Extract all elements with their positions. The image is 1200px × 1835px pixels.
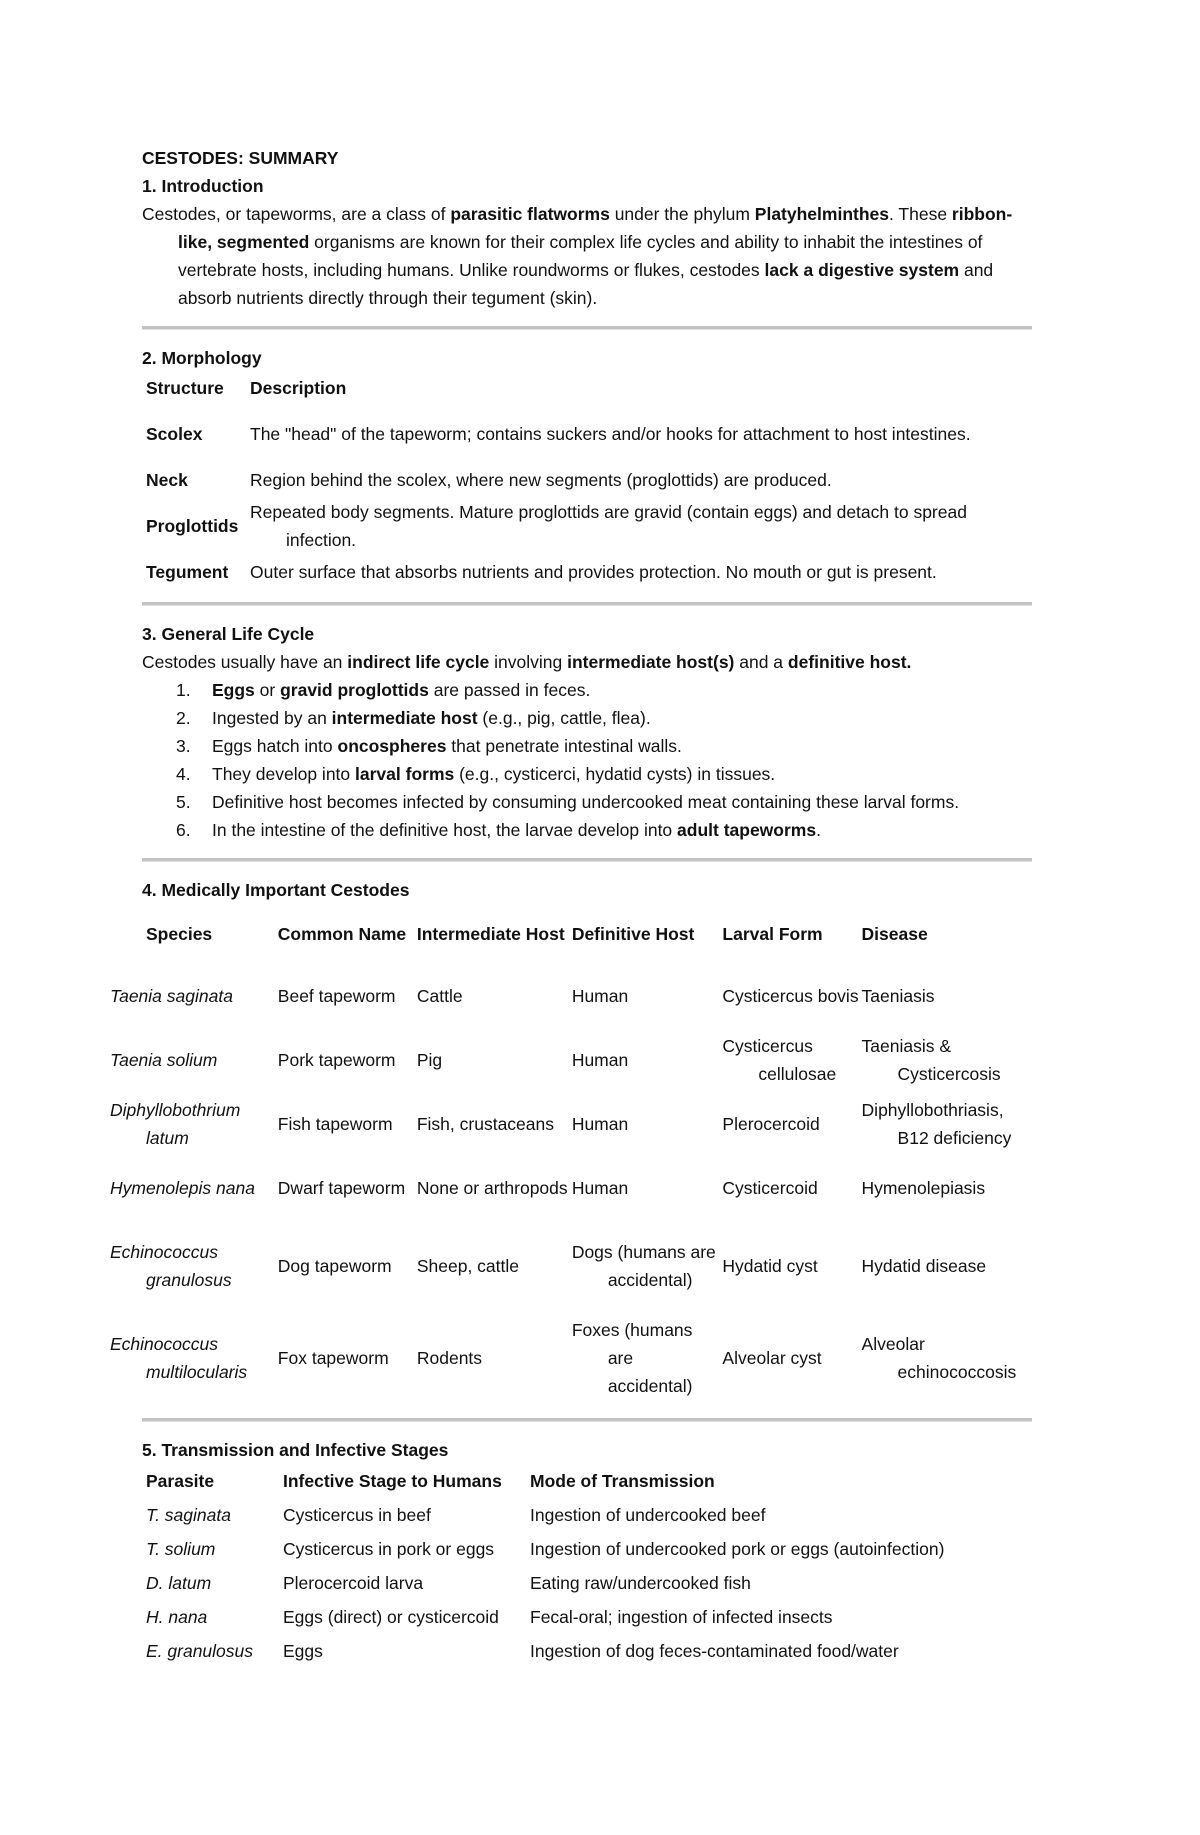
disease-cell: Diphyllobothriasis, B12 deficiency [861,1100,1012,1148]
life-cycle-bold-term: indirect life cycle [347,652,490,672]
table-header-cell: Intermediate Host [416,924,565,944]
intro-text: under the phylum [609,204,755,224]
section-heading-morphology: 2. Morphology [142,348,262,368]
intro-text: and absorb nutrients directly through their tegument (skin). [178,260,994,308]
parasite-cell [142,1532,283,1566]
structure-cell: Scolex [146,424,203,444]
table-header-cell: Mode of Transmission [530,1471,715,1491]
species-cell [110,1312,278,1404]
step-bold: intermediate host [331,708,478,728]
intro-bold-term: lack a digestive system [764,260,960,280]
mode-of-transmission-cell: Ingestion of undercooked pork or eggs (autoinfection) [530,1539,945,1559]
list-item [142,760,1032,788]
common-name-cell: Dog tapeworm [277,1256,392,1276]
infective-stage-cell: Cysticercus in beef [283,1505,431,1525]
definitive-host-cell: Human [571,1114,629,1134]
intro-text: Cestodes, or tapeworms, are a class of [142,204,451,224]
parasite-cell [142,1566,283,1600]
species-name: Echinococcus multilocularis [110,1334,248,1382]
table-row [142,1532,944,1566]
table-header-cell: Common Name [277,924,407,944]
parasite-name: H. nana [146,1607,208,1627]
table-header-cell: Description [250,378,347,398]
table-header-cell: Structure [146,378,224,398]
common-name-cell: Dwarf tapeworm [277,1178,406,1198]
table-row [142,496,1032,556]
step-bold: adult tapeworms [677,820,817,840]
larval-form-cell: Cysticercoid [722,1178,818,1198]
intro-bold-term: Platyhelminthes [754,204,889,224]
step-text: They develop into [212,764,356,784]
parasite-name: E. granulosus [146,1641,254,1661]
intro-text: . These [889,204,952,224]
step-bold: Eggs [212,680,255,700]
description-cell: Repeated body segments. Mature proglottids are gravid (contain eggs) and detach to spread infection. [250,502,967,550]
disease-cell: Hydatid disease [861,1256,987,1276]
table-row [142,1092,1032,1156]
species-name: Hymenolepis nana [110,1178,255,1198]
disease-cell: Alveolar echinococcosis [861,1334,1017,1382]
life-cycle-intro [142,648,1032,676]
common-name-cell: Pork tapeworm [277,1050,396,1070]
definitive-host-cell: Human [571,1178,629,1198]
intermediate-host-cell: Fish, crustaceans [416,1114,554,1134]
larval-form-cell: Plerocercoid [722,1114,820,1134]
intermediate-host-cell: Sheep, cattle [416,1256,520,1276]
table-header-row [142,1464,944,1498]
step-text: . [816,820,821,840]
divider [142,858,1032,862]
table-row [142,1156,1032,1220]
step-number: 6. [176,820,191,840]
species-cell [110,1092,278,1156]
step-text: Definitive host becomes infected by consuming undercooked meat containing these larval forms. [212,792,960,812]
table-header-cell: Parasite [146,1471,215,1491]
infective-stage-cell: Eggs (direct) or cysticercoid [283,1607,499,1627]
section-heading-medically-important-cestodes: 4. Medically Important Cestodes [142,880,410,900]
species-name: Taenia saginata [110,986,233,1006]
step-number: 3. [176,736,191,756]
description-cell: The "head" of the tapeworm; contains suckers and/or hooks for attachment to host intestines. [250,424,971,444]
intro-bold-term: parasitic flatworms [450,204,610,224]
infective-stage-cell: Cysticercus in pork or eggs [283,1539,495,1559]
table-header-cell: Definitive Host [571,924,695,944]
table-header-row [142,372,1032,404]
larval-form-cell: Alveolar cyst [722,1348,822,1368]
divider [142,326,1032,330]
species-cell [110,964,278,1028]
mode-of-transmission-cell: Ingestion of undercooked beef [530,1505,766,1525]
species-name: Taenia solium [110,1050,218,1070]
step-bold: oncospheres [337,736,447,756]
step-text: Ingested by an [212,708,332,728]
larval-form-cell: Cysticercus cellulosae [722,1036,837,1084]
description-cell: Outer surface that absorbs nutrients and provides protection. No mouth or gut is present. [250,562,937,582]
table-header-cell: Species [146,924,213,944]
list-item [142,732,1032,760]
structure-cell: Proglottids [146,516,239,536]
table-header-cell: Infective Stage to Humans [283,1471,502,1491]
mode-of-transmission-cell: Fecal-oral; ingestion of infected insects [530,1607,833,1627]
table-row [142,1028,1032,1092]
definitive-host-cell: Dogs (humans are accidental) [571,1242,716,1290]
species-cell [110,1028,278,1092]
table-header-cell: Larval Form [722,924,823,944]
cestodes-table [110,904,1032,1404]
life-cycle-bold-term: intermediate host(s) [567,652,735,672]
mode-of-transmission-cell: Ingestion of dog feces-contaminated food/water [530,1641,899,1661]
species-name: Diphyllobothrium latum [110,1100,241,1148]
intermediate-host-cell: Pig [416,1050,443,1070]
mode-of-transmission-cell: Eating raw/undercooked fish [530,1573,751,1593]
table-row [142,1220,1032,1312]
table-header-row [142,904,1032,964]
parasite-name: D. latum [146,1573,212,1593]
table-row [142,1600,944,1634]
parasite-name: T. solium [146,1539,216,1559]
life-cycle-text: involving [489,652,568,672]
divider [142,1418,1032,1422]
step-number: 4. [176,764,191,784]
parasite-cell [142,1634,283,1668]
infective-stage-cell: Eggs [283,1641,323,1661]
list-item [142,816,1032,844]
step-bold: gravid proglottids [280,680,429,700]
document-content [110,144,1032,1668]
larval-form-cell: Hydatid cyst [722,1256,818,1276]
step-text: or [254,680,281,700]
table-row [142,1634,944,1668]
life-cycle-steps [142,676,1032,844]
definitive-host-cell: Human [571,1050,629,1070]
life-cycle-text: and a [734,652,788,672]
species-cell [110,1220,278,1312]
morphology-table [142,372,1032,588]
table-row [142,1566,944,1600]
step-text: (e.g., pig, cattle, flea). [477,708,651,728]
parasite-name: T. saginata [146,1505,231,1525]
step-text: are passed in feces. [428,680,591,700]
common-name-cell: Beef tapeworm [277,986,396,1006]
introduction-paragraph [142,200,1032,312]
step-text: (e.g., cysticerci, hydatid cysts) in tissues. [454,764,776,784]
intermediate-host-cell: Rodents [416,1348,483,1368]
species-cell [110,1156,278,1220]
transmission-table [142,1464,944,1668]
common-name-cell: Fish tapeworm [277,1114,393,1134]
structure-cell: Tegument [146,562,229,582]
step-number: 1. [176,680,191,700]
step-bold: larval forms [355,764,455,784]
disease-cell: Taeniasis [861,986,935,1006]
structure-cell: Neck [146,470,188,490]
document-title: CESTODES: SUMMARY [142,148,339,168]
definitive-host-cell: Human [571,986,629,1006]
step-number: 2. [176,708,191,728]
section-heading-transmission: 5. Transmission and Infective Stages [142,1440,449,1460]
section-heading-life-cycle: 3. General Life Cycle [142,624,315,644]
intro-bold-term: ribbon-like, segmented [178,204,1013,252]
life-cycle-bold-term: definitive host. [787,652,912,672]
intermediate-host-cell: Cattle [416,986,463,1006]
species-name: Echinococcus granulosus [110,1242,232,1290]
list-item [142,704,1032,732]
table-row [142,464,1032,496]
parasite-cell [142,1498,283,1532]
intro-text: organisms are known for their complex life cycles and ability to inhabit the intestines of vertebrate hosts, including humans. Unlike roundworms or flukes, cestodes [178,232,983,280]
table-row [142,404,1032,464]
step-text: that penetrate intestinal walls. [446,736,682,756]
description-cell: Region behind the scolex, where new segments (proglottids) are produced. [250,470,832,490]
common-name-cell: Fox tapeworm [277,1348,389,1368]
list-item [142,676,1032,704]
divider [142,602,1032,606]
disease-cell: Taeniasis & Cysticercosis [861,1036,1001,1084]
table-row [142,964,1032,1028]
definitive-host-cell: Foxes (humans are accidental) [571,1320,693,1396]
intermediate-host-cell: None or arthropods [416,1178,568,1198]
table-row [142,1312,1032,1404]
table-row [142,1498,944,1532]
table-header-cell: Disease [861,924,928,944]
life-cycle-text: Cestodes usually have an [142,652,348,672]
parasite-cell [142,1600,283,1634]
larval-form-cell: Cysticercus bovis [722,986,859,1006]
infective-stage-cell: Plerocercoid larva [283,1573,424,1593]
step-number: 5. [176,792,191,812]
section-heading-introduction: 1. Introduction [142,176,264,196]
disease-cell: Hymenolepiasis [861,1178,986,1198]
list-item [142,788,1032,816]
step-text: In the intestine of the definitive host, the larvae develop into [212,820,678,840]
step-text: Eggs hatch into [212,736,338,756]
table-row [142,556,1032,588]
